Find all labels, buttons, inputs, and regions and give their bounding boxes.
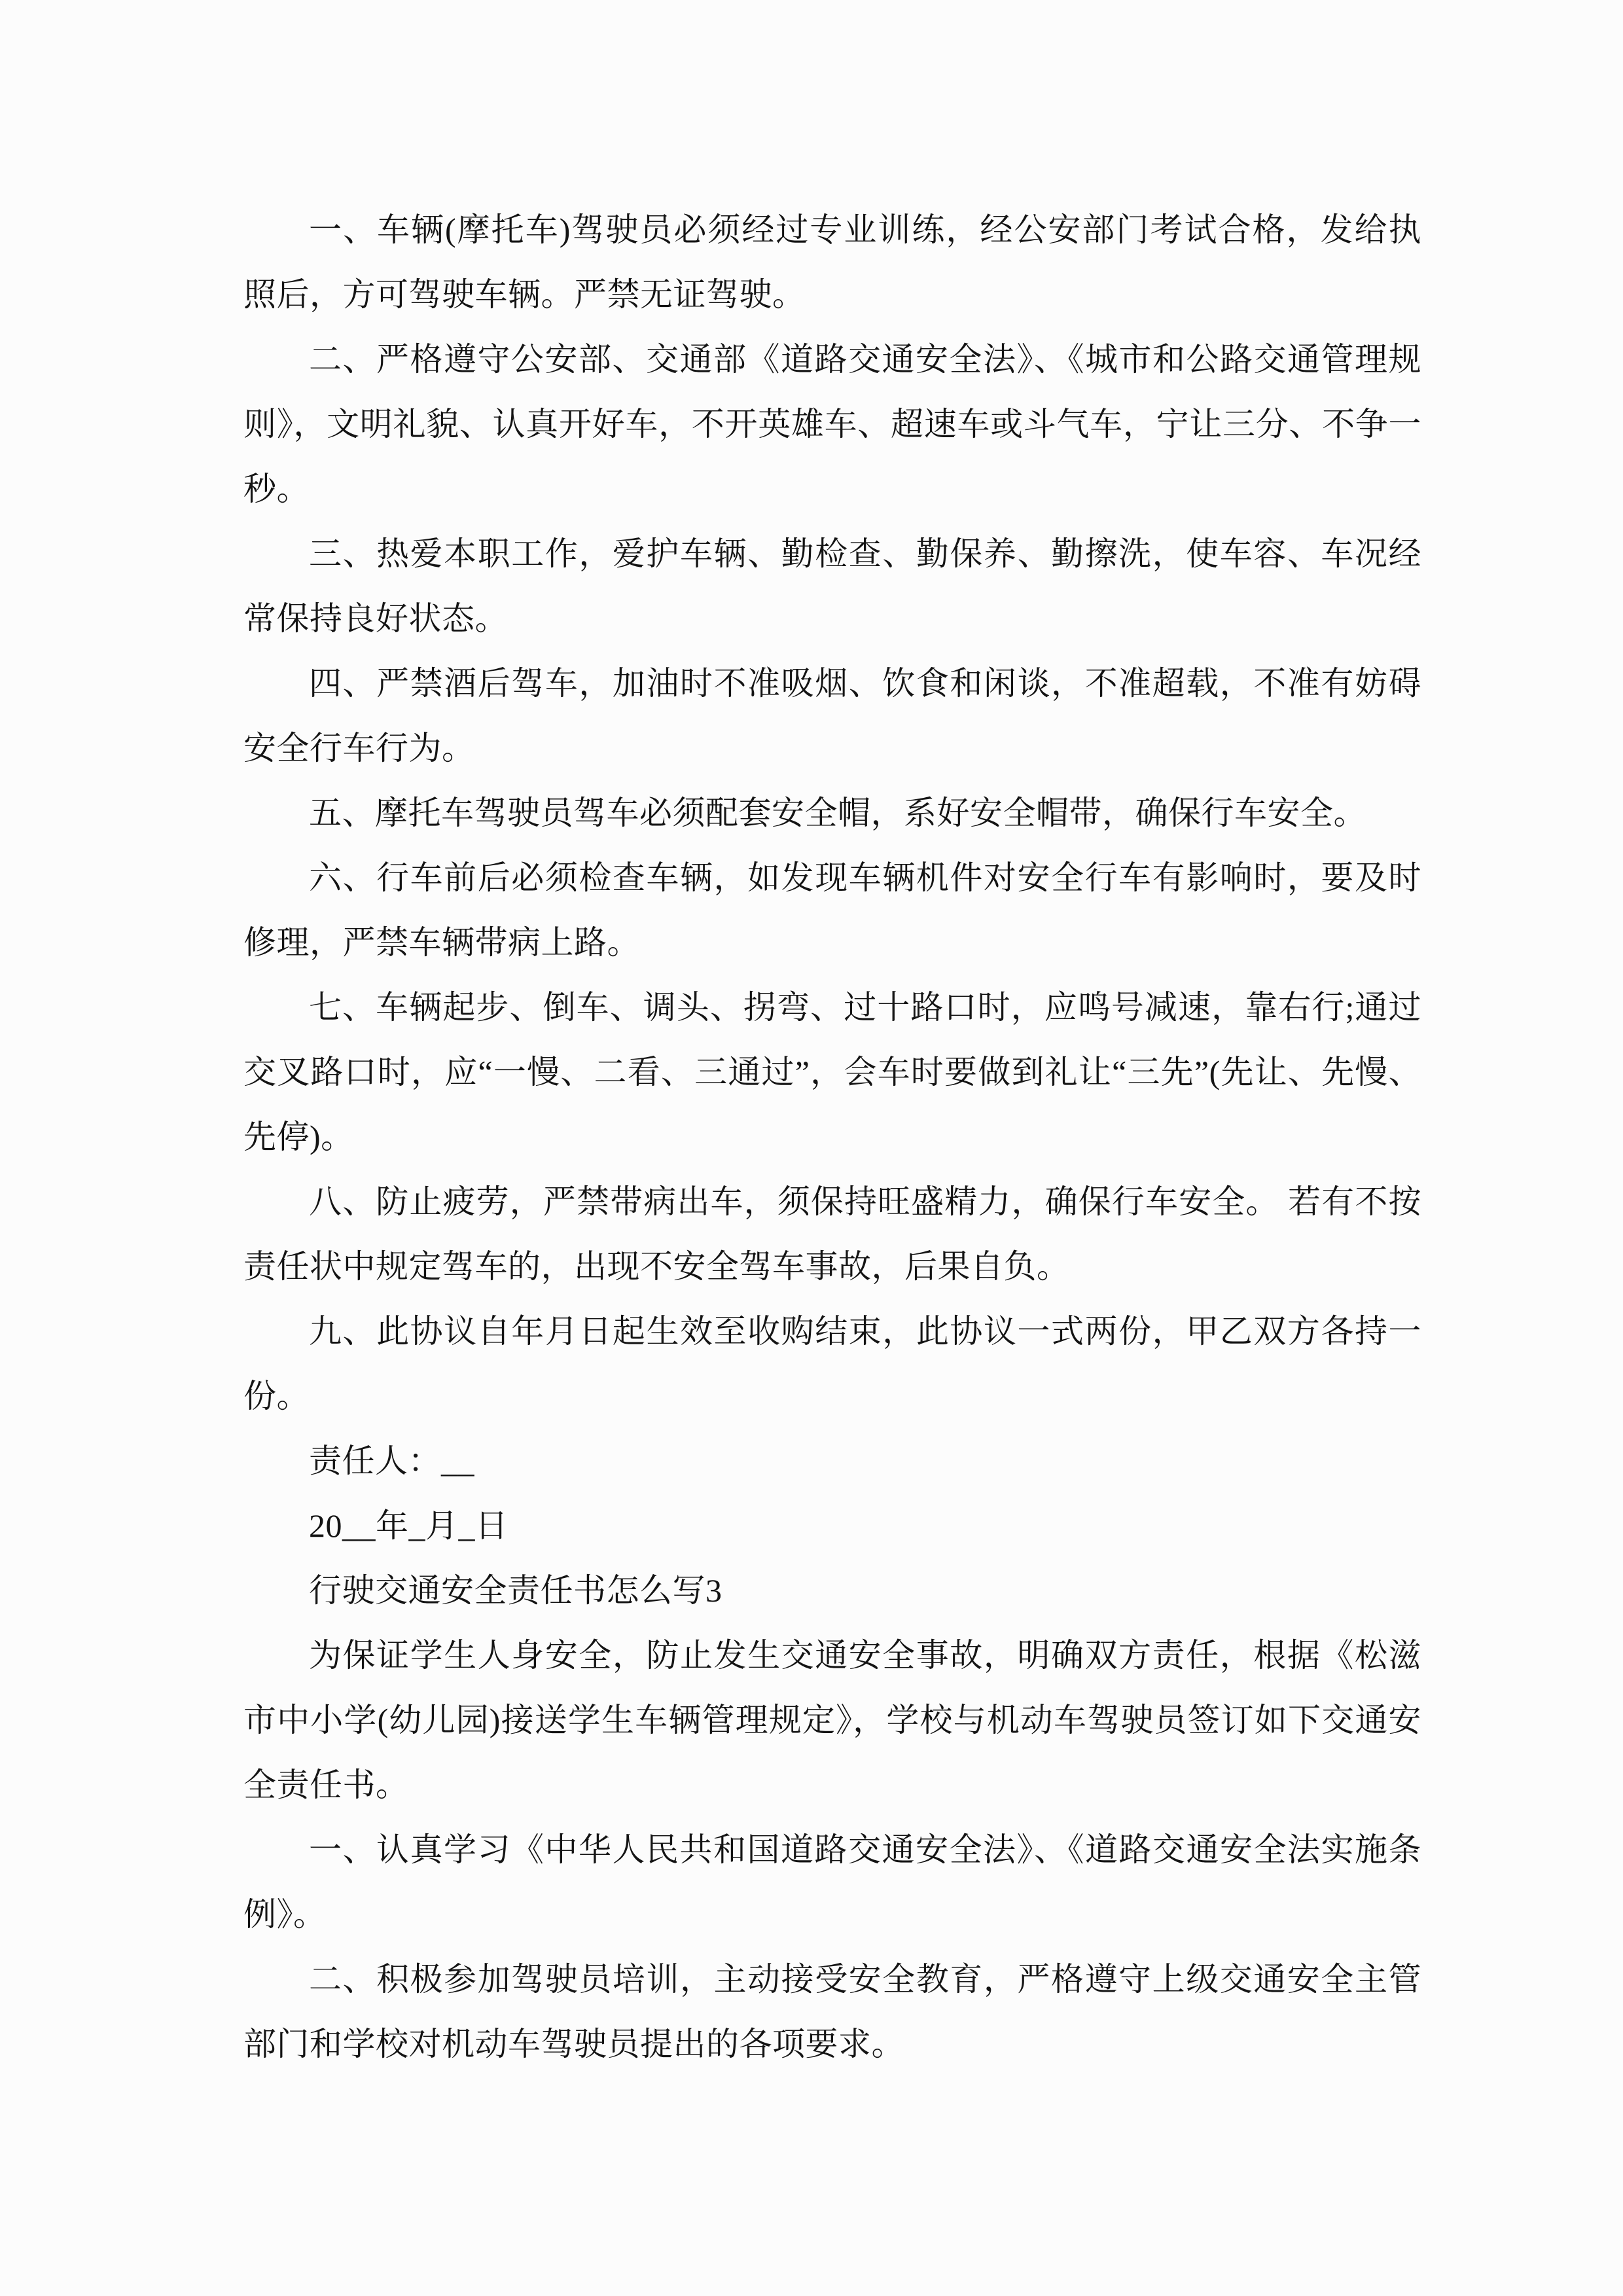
responsible-person-line: 责任人：__ <box>309 1443 474 1479</box>
section-heading: 行驶交通安全责任书怎么写3 <box>309 1572 722 1609</box>
clause-1: 一、车辆(摩托车)驾驶员必须经过专业训练，经公安部门考试合格，发给执照后，方可驾驶车辆。严禁无证驾驶。 <box>243 211 1421 313</box>
clause-8: 八、防止疲劳，严禁带病出车，须保持旺盛精力，确保行车安全。 若有不按责任状中规定驾车的，出现不安全驾车事故，后果自负。 <box>243 1183 1421 1285</box>
section3-clause-1: 一、认真学习《中华人民共和国道路交通安全法》、《道路交通安全法实施条例》。 <box>243 1831 1421 1933</box>
date-line: 20__年_月_日 <box>309 1507 508 1544</box>
clause-2: 二、严格遵守公安部、交通部《道路交通安全法》、《城市和公路交通管理规则》，文明礼貌、认真开好车，不开英雄车、超速车或斗气车，宁让三分、不争一秒。 <box>243 341 1421 507</box>
clause-4: 四、严禁酒后驾车，加油时不准吸烟、饮食和闲谈，不准超载，不准有妨碍安全行车行为。 <box>243 665 1421 766</box>
clause-3: 三、热爱本职工作，爱护车辆、勤检查、勤保养、勤擦洗，使车容、车况经常保持良好状态。 <box>243 535 1421 637</box>
clause-9: 九、此协议自年月日起生效至收购结束，此协议一式两份，甲乙双方各持一份。 <box>243 1313 1421 1414</box>
clause-6: 六、行车前后必须检查车辆，如发现车辆机件对安全行车有影响时，要及时修理，严禁车辆带病上路。 <box>243 859 1421 961</box>
section3-clause-2: 二、积极参加驾驶员培训，主动接受安全教育，严格遵守上级交通安全主管部门和学校对机动车驾驶员提出的各项要求。 <box>243 1961 1421 2062</box>
clause-5: 五、摩托车驾驶员驾车必须配套安全帽，系好安全帽带，确保行车安全。 <box>309 795 1366 831</box>
clause-7: 七、车辆起步、倒车、调头、拐弯、过十路口时，应鸣号减速，靠右行;通过交叉路口时，应“一慢、二看、三通过”，会车时要做到礼让“三先”(先让、先慢、先停)。 <box>243 989 1421 1155</box>
document-body <box>243 198 1421 2077</box>
section3-intro: 为保证学生人身安全，防止发生交通安全事故，明确双方责任，根据《松滋市中小学(幼儿园)接送学生车辆管理规定》，学校与机动车驾驶员签订如下交通安全责任书。 <box>243 1637 1421 1803</box>
